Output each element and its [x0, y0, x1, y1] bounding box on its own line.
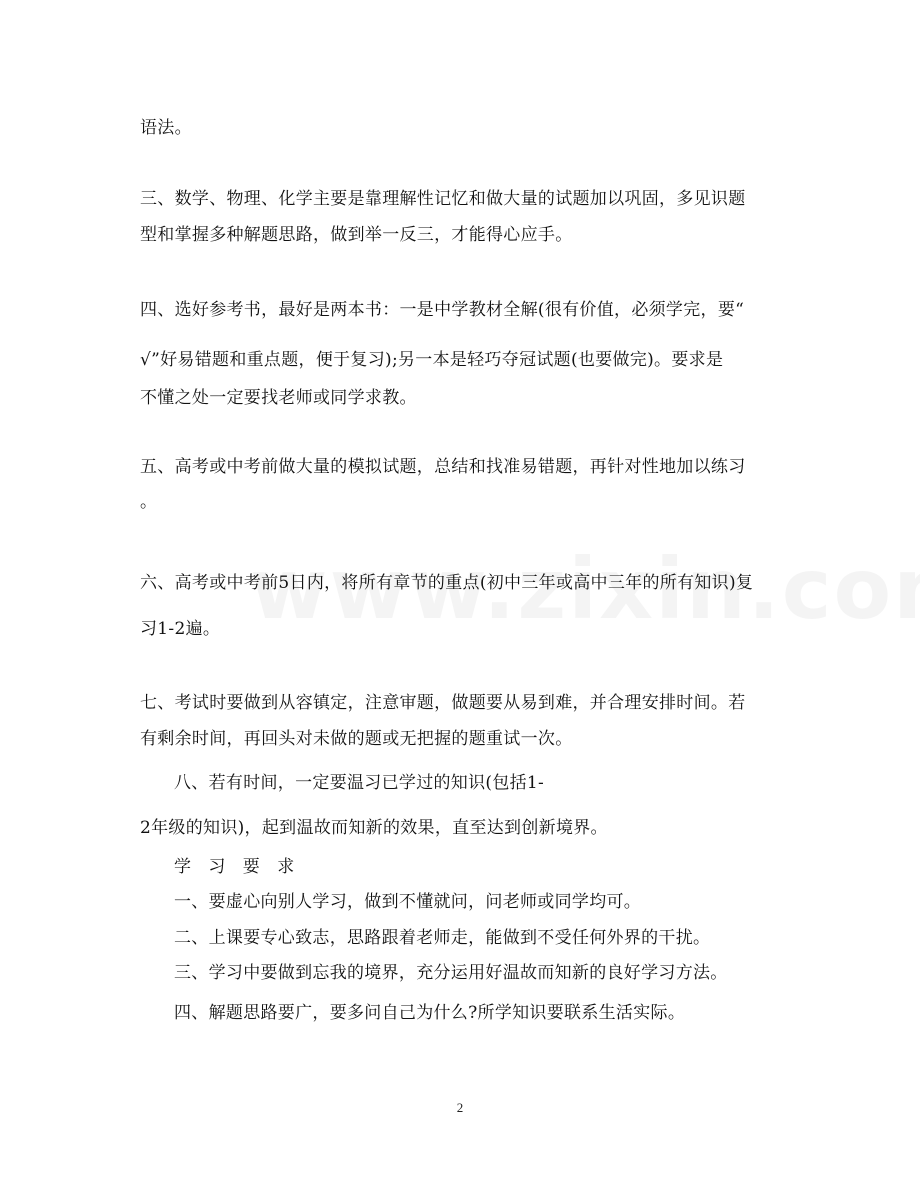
text-line: 三、数学、物理、化学主要是靠理解性记忆和做大量的试题加以巩固，多见识题 [140, 189, 746, 209]
text-line: 。 [140, 492, 158, 512]
text-line: 有剩余时间，再回头对未做的题或无把握的题重试一次。 [140, 729, 573, 749]
text-line: √”好易错题和重点题，便于复习);另一本是轻巧夺冠试题(也要做完)。要求是 [140, 350, 724, 370]
text-line: 型和掌握多种解题思路，做到举一反三，才能得心应手。 [140, 225, 573, 245]
text-line: 一、要虚心向别人学习，做到不懂就问，问老师或同学均可。 [174, 892, 642, 912]
text-line: 六、高考或中考前5日内，将所有章节的重点(初中三年或高中三年的所有知识)复 [140, 573, 754, 593]
text-line: 五、高考或中考前做大量的模拟试题，总结和找准易错题，再针对性地加以练习 [140, 457, 746, 477]
text-line: 2年级的知识)，起到温故而知新的效果，直至达到创新境界。 [140, 818, 608, 838]
text-line: 二、上课要专心致志，思路跟着老师走，能做到不受任何外界的干扰。 [174, 928, 711, 948]
text-line: 不懂之处一定要找老师或同学求教。 [140, 388, 417, 408]
text-line: 七、考试时要做到从容镇定，注意审题，做题要从易到难，并合理安排时间。若 [140, 693, 746, 713]
text-line: 四、解题思路要广，要多问自己为什么?所学知识要联系生活实际。 [174, 1003, 686, 1023]
text-line: 四、选好参考书，最好是两本书：一是中学教材全解(很有价值，必须学完，要“ [140, 300, 745, 320]
text-line: 三、学习中要做到忘我的境界，充分运用好温故而知新的良好学习方法。 [174, 963, 728, 983]
page-number: 2 [456, 1100, 464, 1115]
text-line: 习1-2遍。 [140, 619, 221, 639]
text-line: 八、若有时间，一定要温习已学过的知识(包括1- [174, 773, 545, 793]
text-line: 语法。 [140, 118, 192, 138]
section-heading: 学 习 要 求 [174, 857, 301, 877]
